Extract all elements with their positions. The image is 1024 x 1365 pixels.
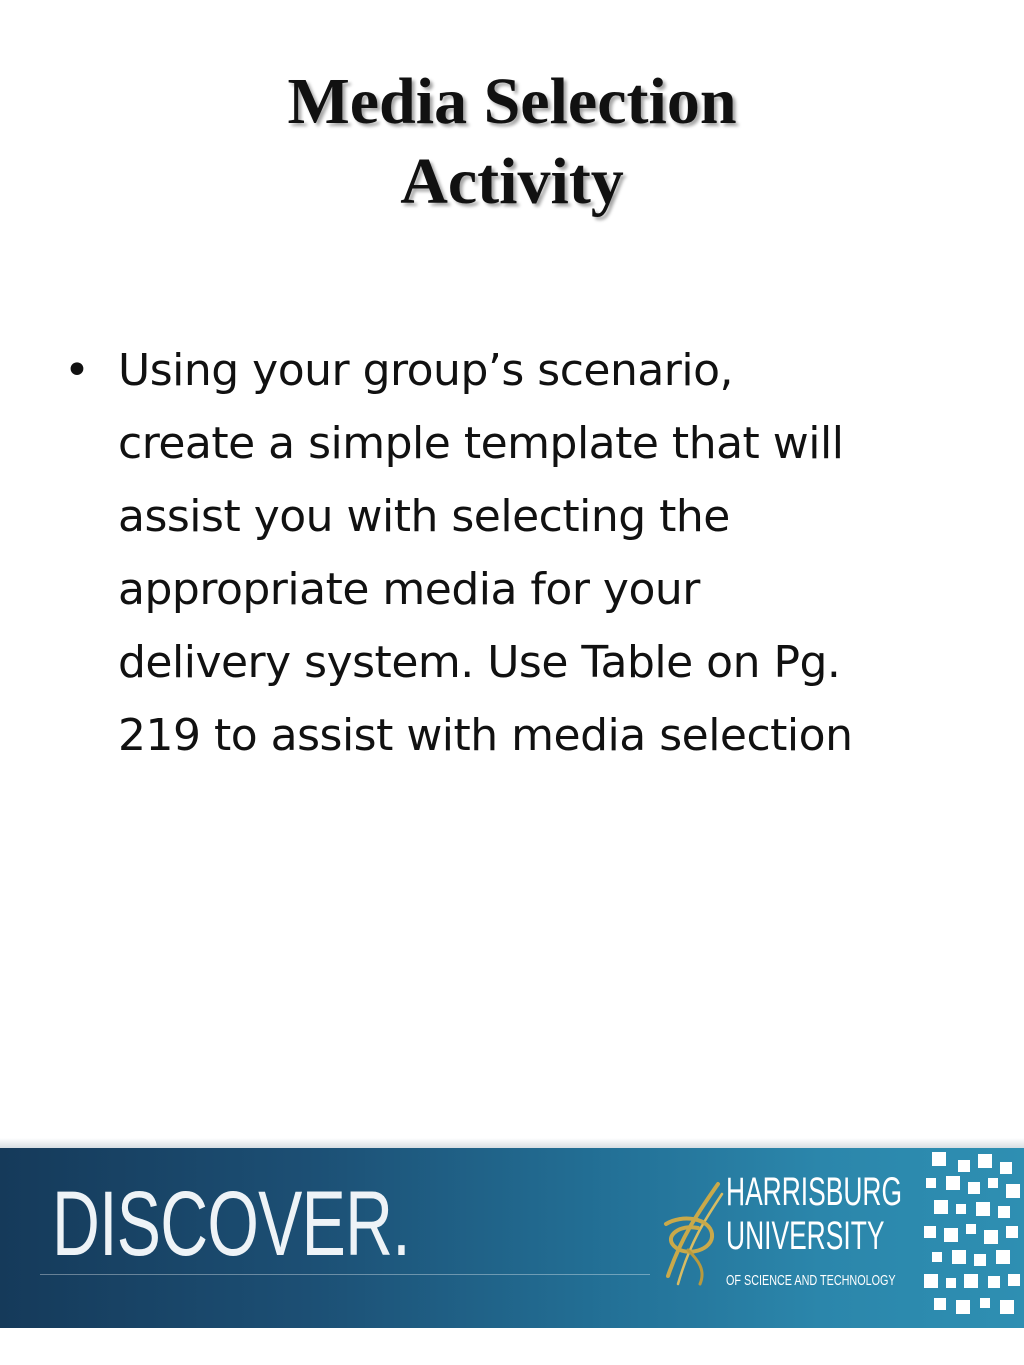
bullet-line: appropriate media for your: [118, 564, 700, 615]
bullet-line: create a simple template that will: [118, 418, 844, 469]
hu-swoosh-logo-icon: [660, 1180, 730, 1290]
university-logo: [660, 1170, 910, 1320]
bullet-item: [58, 334, 978, 772]
university-name: [726, 1170, 902, 1258]
title-line-1: Media Selection: [287, 65, 737, 138]
bullet-line: assist you with selecting the: [118, 491, 730, 542]
slide-title: [60, 62, 964, 222]
university-name-line-2: UNIVERSITY: [726, 1214, 885, 1258]
bullet-line: Using your group’s scenario,: [118, 345, 734, 396]
footer-banner: [0, 1148, 1024, 1328]
bullet-marker: •: [64, 345, 90, 396]
pixel-pattern-decoration: [918, 1148, 1024, 1328]
title-line-2: Activity: [400, 145, 624, 218]
footer-tagline: DISCOVER.: [52, 1173, 410, 1275]
footer-rule: [40, 1274, 650, 1275]
university-subtitle: OF SCIENCE AND TECHNOLOGY: [726, 1272, 896, 1289]
bullet-line: delivery system. Use Table on Pg.: [118, 637, 841, 688]
bullet-line: 219 to assist with media selection: [118, 710, 853, 761]
bullet-list: [58, 334, 978, 772]
footer-divider: [0, 1138, 1024, 1148]
university-name-line-1: HARRISBURG: [726, 1170, 903, 1214]
